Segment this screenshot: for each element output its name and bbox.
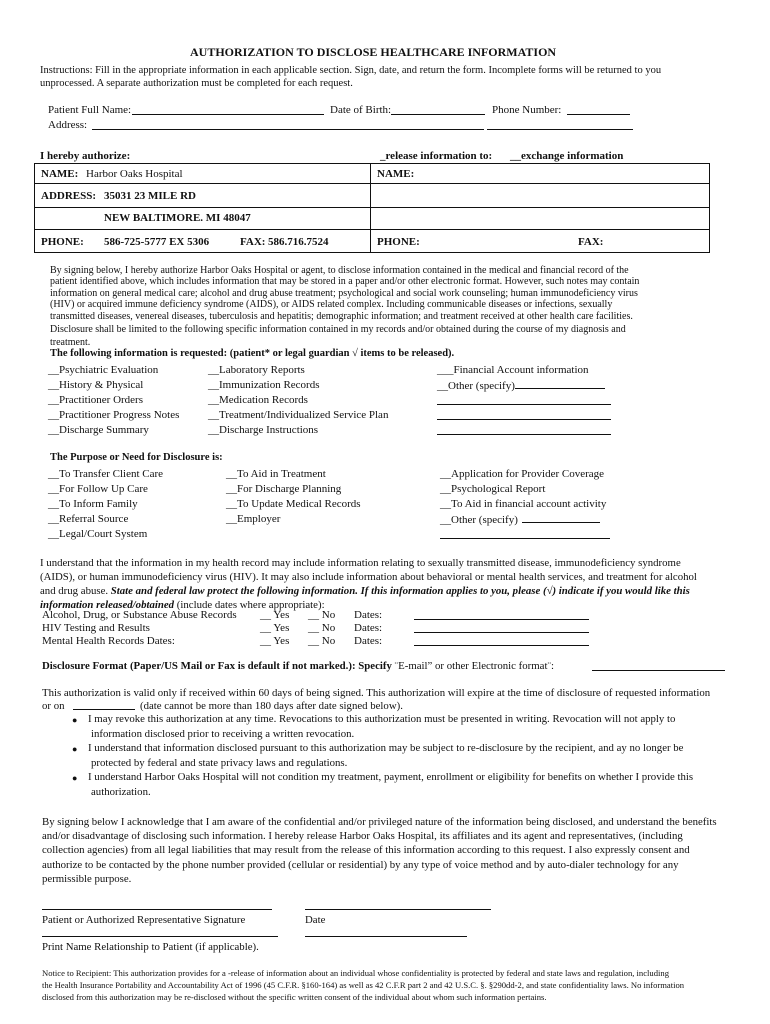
purpose-heading: The Purpose or Need for Disclosure is: <box>50 452 223 463</box>
info-option-medication-records[interactable]: __Medication Records <box>208 394 308 406</box>
signature-label: Patient or Authorized Representative Signature <box>42 914 246 926</box>
acknowledge-line: authorize to be contacted by the phone number provided (cellular or residential) by any type of voice method and by auto-dialer technology for any <box>42 858 679 871</box>
left-address-label: ADDRESS: <box>41 190 97 202</box>
info-col-1 <box>48 363 179 438</box>
purpose-option-other[interactable] <box>440 512 606 528</box>
acknowledge-line: collection agencies) from all legal liabilities that may result from the release of this information according to this request. I also expressly consent and <box>42 844 690 857</box>
disclosure-format-value: ¨E-mail” or other Electronic format¨: <box>391 660 555 672</box>
bullet-1-line-1: I may revoke this authorization at any time. Revocations to this authorization must be presented in writing. Revocation will not apply to <box>88 713 676 725</box>
purpose-other-label: __Other (specify) <box>440 514 518 526</box>
purpose-option-transfer-care[interactable]: __To Transfer Client Care <box>48 468 164 480</box>
validity-line-2-a: or on <box>42 700 65 712</box>
info-option-laboratory-reports[interactable]: __Laboratory Reports <box>208 364 305 376</box>
understand-paragraph <box>40 556 697 612</box>
bullet-2-line-1: I understand that information disclosed pursuant to this authorization may be subject to re-disclosure by the recipient, and ay no longer be <box>88 742 684 754</box>
table-row-line <box>34 207 710 208</box>
left-fax-value: 586.716.7524 <box>268 236 329 248</box>
understand-line3-a: and drug abuse. <box>40 585 111 597</box>
bullet-icon: ● <box>72 744 78 754</box>
address-field[interactable] <box>92 129 484 130</box>
table-divider <box>370 163 371 253</box>
right-fax-label: FAX: <box>578 236 604 248</box>
understand-line4-b: (include dates where appropriate): <box>174 599 325 611</box>
sensitive-row-label: Alcohol, Drug, or Substance Abuse Records <box>42 609 237 621</box>
left-address-line-1: 35031 23 MILE RD <box>104 190 196 202</box>
info-option-discharge-instructions[interactable]: __Discharge Instructions <box>208 424 319 436</box>
validity-line-2-b: (date cannot be more than 180 days after date signed below). <box>140 700 403 712</box>
notice-to-recipient <box>42 967 684 1003</box>
acknowledge-paragraph <box>42 815 717 886</box>
acknowledge-line: and/or disadvantage of disclosing such information. I hereby release Harbor Oaks Hospital, its affiliates and its agent and representatives, (including <box>42 830 683 843</box>
info-option-immunization-records[interactable]: __Immunization Records <box>208 379 320 391</box>
instructions-line-2: unprocessed. A separate authorization must be completed for each request. <box>40 78 353 89</box>
acknowledge-line: By signing below I acknowledge that I am aware of the confidential and/or privileged nature of the information being disclosed, and understand the benefits <box>42 816 717 828</box>
purpose-option-update-records[interactable]: __To Update Medical Records <box>226 498 361 510</box>
print-date-field[interactable] <box>305 936 467 937</box>
patient-name-label: Patient Full Name: <box>48 104 132 116</box>
info-extra-line[interactable] <box>437 404 611 405</box>
validity-date-field[interactable] <box>73 709 135 710</box>
consent-line: transmitted diseases, venereal diseases, tuberculosis and hepatitis; demographic information; and treatment received at other health care facilities. <box>50 310 633 322</box>
signature-field[interactable] <box>42 909 272 910</box>
bullet-1-line-2: information disclosed prior to receiving a written revocation. <box>91 728 355 740</box>
understand-line: I understand that the information in my health record may include information relating to sexually transmitted disease, immunodeficiency syndrome <box>40 557 681 569</box>
info-option-psychiatric-evaluation[interactable]: __Psychiatric Evaluation <box>48 364 159 376</box>
left-address-line-2: NEW BALTIMORE. MI 48047 <box>104 212 251 224</box>
purpose-option-aid-treatment[interactable]: __To Aid in Treatment <box>226 468 326 480</box>
consent-line: patient identified above, which includes information that may be stored in a paper and/or other electronic format. However, such notes may contain <box>50 276 640 288</box>
notice-line: disclosed from this authorization may be re-disclosed without the specific written consent of the individual about whom such information pertains. <box>42 992 547 1002</box>
purpose-option-employer[interactable]: __Employer <box>226 513 281 525</box>
info-other-label: __Other (specify) <box>437 380 515 392</box>
notice-line: the Health Insurance Portability and Accountability Act of 1996 (45 C.F.R. §160-164) as well as 42 C.F.R part 2 and 42 U.S.C. §. §290dd-2, and state confidentiality laws. No information <box>42 980 685 990</box>
info-other-field[interactable] <box>515 378 605 389</box>
consent-line: treatment. <box>50 337 91 349</box>
patient-name-field[interactable] <box>132 114 324 115</box>
purpose-option-financial-activity[interactable]: __To Aid in financial account activity <box>440 498 607 510</box>
print-name-field[interactable] <box>42 936 278 937</box>
info-option-other[interactable] <box>437 378 605 394</box>
print-name-label: Print Name Relationship to Patient (if applicable). <box>42 941 259 953</box>
purpose-extra-line[interactable] <box>440 538 610 539</box>
signature-date-label: Date <box>305 914 326 926</box>
purpose-option-discharge-planning[interactable]: __For Discharge Planning <box>226 483 342 495</box>
validity-line-1: This authorization is valid only if received within 60 days of being signed. This authorization will expire at the time of disclosure of requested information <box>42 687 711 699</box>
info-col-3 <box>437 363 605 394</box>
instructions-line-1: Instructions: Fill in the appropriate information in each applicable section. Sign, date, and return the form. Incomplete forms will be returned to you <box>40 65 662 76</box>
phone-number-label: Phone Number: <box>492 104 562 116</box>
info-option-progress-notes[interactable]: __Practitioner Progress Notes <box>48 409 180 421</box>
purpose-option-referral-source[interactable]: __Referral Source <box>48 513 129 525</box>
purpose-other-field[interactable] <box>522 512 600 523</box>
sensitive-row-dates-label: Dates: <box>354 622 383 634</box>
understand-line <box>40 584 697 598</box>
page-title: AUTHORIZATION TO DISCLOSE HEALTHCARE INFORMATION <box>190 45 557 59</box>
consent-line: Disclosure shall be limited to the following specific information contained in my records and/or obtained during the course of my diagnosis and <box>50 324 626 336</box>
sensitive-row-dates-field[interactable] <box>414 632 589 633</box>
notice-line: Notice to Recipient: This authorization provides for a -release of information about an individual whose confidentiality is protected by federal and state laws and regulation, including <box>42 968 669 978</box>
disclosure-format-label: Disclosure Format (Paper/US Mail or Fax is default if not marked.): Specify <box>42 660 392 672</box>
info-option-financial-account[interactable]: ___Financial Account information <box>437 364 589 376</box>
info-option-history-physical[interactable]: __History & Physical <box>48 379 144 391</box>
sensitive-row-dates-field[interactable] <box>414 619 589 620</box>
purpose-col-3 <box>440 467 606 528</box>
acknowledge-line: permissible purpose. <box>42 872 132 885</box>
purpose-option-provider-coverage[interactable]: __Application for Provider Coverage <box>440 468 605 480</box>
understand-line3-b: State and federal law protect the following information. If this information applies to you, please (√) indicate if you would like this <box>110 585 690 597</box>
bullet-2-line-2: protected by federal and state privacy laws and regulations. <box>91 757 348 769</box>
left-phone-label: PHONE: <box>41 236 84 248</box>
phone-number-field[interactable] <box>567 114 630 115</box>
bullet-icon: ● <box>72 715 78 725</box>
dob-label: Date of Birth: <box>330 104 392 116</box>
address-field-extra[interactable] <box>487 129 633 130</box>
left-fax-label: FAX: <box>240 236 266 248</box>
table-row-line <box>34 229 710 230</box>
right-phone-label: PHONE: <box>377 236 420 248</box>
sensitive-row-dates-label: Dates: <box>354 635 383 647</box>
info-requested-heading: The following information is requested: (patient* or legal guardian √ items to be released). <box>50 348 455 359</box>
bullet-3-line-1: I understand Harbor Oaks Hospital will not condition my treatment, payment, enrollment or eligibility for benefits on whether I provide this <box>88 771 694 783</box>
info-option-treatment-plan[interactable]: __Treatment/Individualized Service Plan <box>208 409 389 421</box>
purpose-col-2 <box>226 467 361 527</box>
sensitive-row-no[interactable]: __ No <box>308 609 336 621</box>
sensitive-row-dates-field[interactable] <box>414 645 589 646</box>
understand-line: (AIDS), or human immunodeficiency virus (HIV). It may also include information about behavioral or mental health services, and treatment for alcohol <box>40 571 697 583</box>
sensitive-row-label: Mental Health Records Dates: <box>42 635 175 647</box>
info-option-practitioner-orders[interactable]: __Practitioner Orders <box>48 394 143 406</box>
dob-field[interactable] <box>391 114 485 115</box>
purpose-option-follow-up[interactable]: __For Follow Up Care <box>48 483 148 495</box>
info-col-2 <box>208 363 388 438</box>
exchange-information-option[interactable]: __exchange information <box>510 150 624 162</box>
sensitive-row-dates-label: Dates: <box>354 609 383 621</box>
disclosure-format-field[interactable] <box>592 670 725 671</box>
bullet-3-line-2: authorization. <box>91 786 151 798</box>
consent-line: By signing below, I hereby authorize Harbor Oaks Hospital or agent, to disclose information contained in the medical and financial record of the <box>50 265 629 276</box>
info-extra-line[interactable] <box>437 434 611 435</box>
info-extra-line[interactable] <box>437 419 611 420</box>
purpose-col-1 <box>48 467 163 542</box>
left-phone-value: 586-725-5777 EX 5306 <box>104 236 210 248</box>
left-name-label: NAME: <box>41 168 79 180</box>
authorize-heading: I hereby authorize: <box>40 150 131 162</box>
address-label: Address: <box>48 119 88 131</box>
release-information-option[interactable]: _release information to: <box>380 150 493 162</box>
sensitive-row-yes[interactable]: __ Yes <box>260 635 290 647</box>
consent-line: (HIV) or acquired immune deficiency syndrome (AIDS), or AIDS related complex. Including communicable diseases or infections, sexually <box>50 299 613 311</box>
purpose-option-inform-family[interactable]: __To Inform Family <box>48 498 138 510</box>
sensitive-row-label: HIV Testing and Results <box>42 622 150 634</box>
understand-line4-a: information released/obtained <box>40 599 175 611</box>
sensitive-row-yes[interactable]: __ Yes <box>260 622 290 634</box>
consent-paragraph <box>50 265 639 349</box>
purpose-option-legal-court[interactable]: __Legal/Court System <box>48 528 148 540</box>
table-row-line <box>34 183 710 184</box>
sensitive-row-no[interactable]: __ No <box>308 635 336 647</box>
info-option-discharge-summary[interactable]: __Discharge Summary <box>48 424 149 436</box>
right-name-label: NAME: <box>377 168 415 180</box>
disclosure-format <box>42 660 554 673</box>
bullet-icon: ● <box>72 773 78 783</box>
signature-date-field[interactable] <box>305 909 491 910</box>
sensitive-row-yes[interactable]: __ Yes <box>260 609 290 621</box>
consent-line: information on general medical care; alcohol and drug abuse treatment; psychological and social work counseling; human immunodeficiency virus <box>50 287 638 299</box>
purpose-option-psychological-report[interactable]: __Psychological Report <box>440 483 546 495</box>
sensitive-row-no[interactable]: __ No <box>308 622 336 634</box>
left-name-value: Harbor Oaks Hospital <box>86 168 183 180</box>
